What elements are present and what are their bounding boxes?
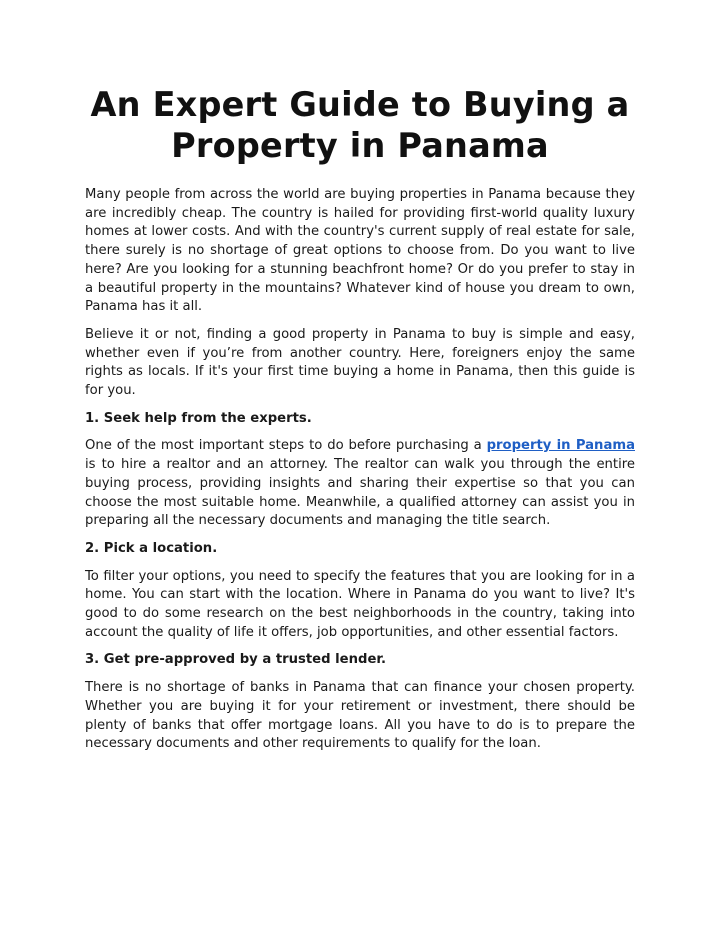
section-1-text-after-link: is to hire a realtor and an attorney. The realtor can walk you through the entire buying process, providing insights and sharing their expertise so that you can choose the most suitable home. Meanwhile, a qualified attorney can assist you in preparing all the necessary documents and managing the title search. (85, 457, 635, 529)
document-page (85, 84, 635, 763)
intro-paragraph: Many people from across the world are buying properties in Panama because they are incredibly cheap. The country is hailed for providing first-world quality luxury homes at lower costs. And with the country's current supply of real estate for sale, there surely is no shortage of great options to choose from. Do you want to live here? Are you looking for a stunning beachfront home? Or do you prefer to stay in a beautiful property in the mountains? Whatever kind of house you dream to own, Panama has it all. (85, 187, 635, 315)
intro-paragraph-2: Believe it or not, finding a good property in Panama to buy is simple and easy, whether even if you’re from another country. Here, foreigners enjoy the same rights as locals. If it's your first time buying a home in Panama, then this guide is for you. (85, 326, 635, 399)
section-1-paragraph (85, 437, 635, 531)
property-in-panama-link[interactable]: property in Panama (486, 438, 635, 454)
section-1-text-before-link: One of the most important steps to do before purchasing a (85, 438, 487, 454)
section-3-heading: 3. Get pre-approved by a trusted lender. (85, 652, 387, 668)
section-3-paragraph: There is no shortage of banks in Panama that can finance your chosen property. Whether you are buying it for your retirement or investment, there should be plenty of banks that offer mortgage loans. All you have to do is to prepare the necessary documents and other requirements to qualify for the loan. (85, 680, 635, 752)
section-2-paragraph: To filter your options, you need to specify the features that you are looking for in a home. You can start with the location. Where in Panama do you want to live? It's good to do some research on the best neighborhoods in the country, taking into account the quality of life it offers, job opportunities, and other essential factors. (85, 568, 635, 640)
section-1-heading: 1. Seek help from the experts. (85, 410, 312, 426)
section-2-heading: 2. Pick a location. (85, 540, 218, 556)
page-title: An Expert Guide to Buying a Property in Panama (90, 85, 630, 165)
